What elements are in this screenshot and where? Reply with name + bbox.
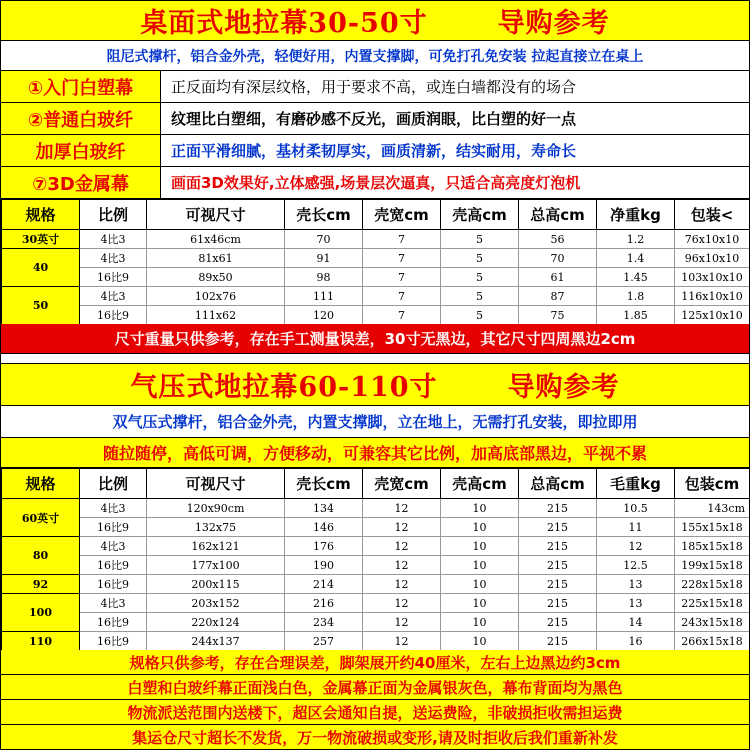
- desktop-screen-intro-text: 阻尼式撑杆，铝合金外壳，轻便好用，内置支撑脚，可免打孔免安装 拉起直接立在桌上: [106, 48, 644, 65]
- desktop-screen-title-banner: [1, 1, 749, 41]
- col-header-visible-size: 可视尺寸: [147, 469, 285, 499]
- cell-total-height: 56: [519, 230, 597, 249]
- cell-case-height: 10: [441, 556, 519, 575]
- cell-case-width: 7: [363, 249, 441, 268]
- col-header-visible-size: 可视尺寸: [147, 200, 285, 230]
- cell-case-width: 12: [363, 537, 441, 556]
- cell-case-height: 10: [441, 632, 519, 651]
- desktop-screen-guide-label: 导购参考: [497, 8, 610, 39]
- cell-total-height: 215: [519, 537, 597, 556]
- cell-weight: 1.8: [597, 287, 675, 306]
- cell-total-height: 215: [519, 632, 597, 651]
- cell-total-height: 87: [519, 287, 597, 306]
- cell-ratio: 16比9: [80, 575, 147, 594]
- cell-case-width: 7: [363, 287, 441, 306]
- cell-package: 228x15x18: [675, 575, 750, 594]
- cell-total-height: 215: [519, 575, 597, 594]
- floor-note-4-text: 集运仓尺寸超长不发货，万一物流破损或变形,请及时拒收后我们重新补发: [132, 728, 618, 747]
- floor-screen-intro: [1, 406, 749, 438]
- table-row: [2, 499, 750, 518]
- floor-note-3: [1, 700, 749, 725]
- cell-case-length: 98: [285, 268, 363, 287]
- cell-visible-size: 200x115: [147, 575, 285, 594]
- cell-package: 199x15x18: [675, 556, 750, 575]
- table-row: [2, 594, 750, 613]
- cell-total-height: 75: [519, 306, 597, 325]
- cell-total-height: 215: [519, 518, 597, 537]
- table-row: [2, 575, 750, 594]
- cell-total-height: 61: [519, 268, 597, 287]
- cell-weight: 16: [597, 632, 675, 651]
- col-header-case-length: 壳长cm: [285, 469, 363, 499]
- cell-case-length: 111: [285, 287, 363, 306]
- cell-ratio: 16比9: [80, 518, 147, 537]
- cell-ratio: 16比9: [80, 306, 147, 325]
- cell-visible-size: 81x61: [147, 249, 285, 268]
- cell-weight: 1.45: [597, 268, 675, 287]
- size-group-50: 50: [2, 287, 80, 325]
- floor-table-header: [2, 469, 750, 499]
- desktop-screen-note: [1, 324, 749, 354]
- material-label-2: ②普通白玻纤: [1, 103, 161, 134]
- floor-note-4: [1, 725, 749, 749]
- section-divider: [1, 354, 749, 364]
- size-group-110: 110: [2, 632, 80, 651]
- cell-package: 266x15x18: [675, 632, 750, 651]
- size-group-92: 92: [2, 575, 80, 594]
- size-group-30: 30英寸: [2, 230, 80, 249]
- cell-case-length: 216: [285, 594, 363, 613]
- floor-note-1-text: 规格只供参考，存在合理误差，脚架展开约40厘米，左右上边黑边约3cm: [129, 653, 621, 672]
- cell-case-length: 91: [285, 249, 363, 268]
- cell-weight: 12: [597, 537, 675, 556]
- floor-screen-feature-text: 随拉随停，高低可调，方便移动，可兼容其它比例，加高底部黑边，平视不累: [102, 444, 647, 463]
- cell-ratio: 4比3: [80, 537, 147, 556]
- cell-case-height: 10: [441, 518, 519, 537]
- material-label-3: 加厚白玻纤: [1, 135, 161, 166]
- table-row: [2, 632, 750, 651]
- cell-package: 143cm: [675, 499, 750, 518]
- floor-note-2-text: 白塑和白玻纤幕正面浅白色，金属幕正面为金属银灰色，幕布背面均为黑色: [127, 678, 623, 697]
- col-header-case-height: 壳高cm: [441, 469, 519, 499]
- cell-visible-size: 244x137: [147, 632, 285, 651]
- floor-spec-table: [1, 468, 750, 651]
- table-row: [2, 268, 750, 287]
- floor-note-1: [1, 650, 749, 675]
- cell-visible-size: 220x124: [147, 613, 285, 632]
- col-header-package: 包装<: [675, 200, 750, 230]
- cell-case-length: 120: [285, 306, 363, 325]
- col-header-total-height: 总高cm: [519, 469, 597, 499]
- size-group-40: 40: [2, 249, 80, 287]
- cell-weight: 1.2: [597, 230, 675, 249]
- table-row: [2, 518, 750, 537]
- cell-case-height: 10: [441, 594, 519, 613]
- cell-ratio: 16比9: [80, 632, 147, 651]
- cell-ratio: 4比3: [80, 287, 147, 306]
- cell-case-height: 10: [441, 613, 519, 632]
- col-header-spec: 规格: [2, 200, 80, 230]
- col-header-case-length: 壳长cm: [285, 200, 363, 230]
- cell-visible-size: 120x90cm: [147, 499, 285, 518]
- table-row: [2, 306, 750, 325]
- col-header-case-height: 壳高cm: [441, 200, 519, 230]
- floor-note-3-text: 物流派送范围内送楼下，超区会通知自提，送运费险，非破损拒收需担运费: [127, 703, 623, 722]
- cell-visible-size: 162x121: [147, 537, 285, 556]
- col-header-ratio: 比例: [80, 469, 147, 499]
- col-header-total-height: 总高cm: [519, 200, 597, 230]
- desktop-screen-title: 桌面式地拉幕30-50寸: [140, 8, 428, 39]
- material-desc-1: 正反面均有深层纹格，用于要求不高，或连白墙都没有的场合: [171, 78, 577, 96]
- cell-weight: 1.85: [597, 306, 675, 325]
- col-header-weight: 净重kg: [597, 200, 675, 230]
- col-header-case-width: 壳宽cm: [363, 469, 441, 499]
- cell-ratio: 16比9: [80, 556, 147, 575]
- cell-weight: 11: [597, 518, 675, 537]
- cell-case-width: 12: [363, 499, 441, 518]
- desktop-table-header: [2, 200, 750, 230]
- size-group-100: 100: [2, 594, 80, 632]
- cell-visible-size: 203x152: [147, 594, 285, 613]
- cell-ratio: 4比3: [80, 230, 147, 249]
- cell-case-height: 5: [441, 230, 519, 249]
- cell-case-length: 190: [285, 556, 363, 575]
- cell-weight: 14: [597, 613, 675, 632]
- floor-screen-feature: [1, 438, 749, 468]
- material-desc-3: 正面平滑细腻，基材柔韧厚实，画质清新，结实耐用，寿命长: [171, 142, 577, 160]
- cell-case-width: 7: [363, 306, 441, 325]
- cell-package: 96x10x10: [675, 249, 750, 268]
- floor-note-2: [1, 675, 749, 700]
- cell-case-height: 5: [441, 287, 519, 306]
- material-row-2: [1, 103, 749, 135]
- material-desc-2: 纹理比白塑细，有磨砂感不反光，画质润眼，比白塑的好一点: [171, 110, 577, 128]
- cell-package: 116x10x10: [675, 287, 750, 306]
- cell-weight: 1.4: [597, 249, 675, 268]
- material-label-1: ①入门白塑幕: [1, 71, 161, 102]
- cell-weight: 13: [597, 575, 675, 594]
- cell-case-height: 5: [441, 249, 519, 268]
- cell-visible-size: 102x76: [147, 287, 285, 306]
- cell-case-length: 146: [285, 518, 363, 537]
- cell-package: 103x10x10: [675, 268, 750, 287]
- col-header-ratio: 比例: [80, 200, 147, 230]
- cell-total-height: 70: [519, 249, 597, 268]
- cell-package: 243x15x18: [675, 613, 750, 632]
- cell-ratio: 16比9: [80, 613, 147, 632]
- size-group-60: 60英寸: [2, 499, 80, 537]
- cell-weight: 13: [597, 594, 675, 613]
- cell-case-height: 10: [441, 499, 519, 518]
- cell-ratio: 4比3: [80, 499, 147, 518]
- floor-screen-intro-text: 双气压式撑杆，铝合金外壳，内置支撑脚，立在地上，无需打孔安装，即拉即用: [112, 413, 638, 431]
- material-row-3: [1, 135, 749, 167]
- cell-package: 76x10x10: [675, 230, 750, 249]
- desktop-spec-table: [1, 199, 750, 325]
- cell-case-width: 12: [363, 556, 441, 575]
- table-row: [2, 249, 750, 268]
- cell-case-length: 214: [285, 575, 363, 594]
- floor-screen-title: 气压式地拉幕60-110寸: [130, 372, 438, 403]
- cell-case-width: 12: [363, 632, 441, 651]
- cell-total-height: 215: [519, 556, 597, 575]
- size-group-80: 80: [2, 537, 80, 575]
- cell-case-width: 7: [363, 230, 441, 249]
- cell-case-width: 12: [363, 575, 441, 594]
- cell-total-height: 215: [519, 594, 597, 613]
- cell-weight: 10.5: [597, 499, 675, 518]
- table-row: [2, 613, 750, 632]
- cell-package: 225x15x18: [675, 594, 750, 613]
- material-label-4: ⑦3D金属幕: [1, 167, 161, 198]
- cell-case-height: 10: [441, 575, 519, 594]
- cell-visible-size: 89x50: [147, 268, 285, 287]
- table-row: [2, 556, 750, 575]
- col-header-case-width: 壳宽cm: [363, 200, 441, 230]
- cell-package: 155x15x18: [675, 518, 750, 537]
- desktop-screen-intro: [1, 41, 749, 71]
- cell-visible-size: 111x62: [147, 306, 285, 325]
- floor-screen-title-banner: [1, 364, 749, 406]
- col-header-package: 包装cm: [675, 469, 750, 499]
- cell-ratio: 4比3: [80, 594, 147, 613]
- cell-case-width: 12: [363, 594, 441, 613]
- cell-case-length: 234: [285, 613, 363, 632]
- cell-case-width: 12: [363, 518, 441, 537]
- table-row: [2, 230, 750, 249]
- cell-case-width: 12: [363, 613, 441, 632]
- cell-case-height: 5: [441, 268, 519, 287]
- cell-visible-size: 61x46cm: [147, 230, 285, 249]
- cell-visible-size: 177x100: [147, 556, 285, 575]
- material-desc-4: 画面3D效果好,立体感强,场景层次逼真，只适合高亮度灯泡机: [171, 174, 581, 192]
- cell-case-length: 176: [285, 537, 363, 556]
- desktop-screen-note-text: 尺寸重量只供参考，存在手工测量误差，30寸无黑边，其它尺寸四周黑边2cm: [114, 330, 636, 348]
- cell-case-length: 70: [285, 230, 363, 249]
- cell-case-length: 134: [285, 499, 363, 518]
- cell-total-height: 215: [519, 499, 597, 518]
- cell-ratio: 4比3: [80, 249, 147, 268]
- cell-case-length: 257: [285, 632, 363, 651]
- cell-weight: 12.5: [597, 556, 675, 575]
- cell-ratio: 16比9: [80, 268, 147, 287]
- cell-case-width: 7: [363, 268, 441, 287]
- cell-package: 125x10x10: [675, 306, 750, 325]
- col-header-spec: 规格: [2, 469, 80, 499]
- col-header-gross-weight: 毛重kg: [597, 469, 675, 499]
- cell-case-height: 5: [441, 306, 519, 325]
- table-row: [2, 287, 750, 306]
- material-row-1: [1, 71, 749, 103]
- floor-screen-guide-label: 导购参考: [507, 372, 620, 403]
- cell-total-height: 215: [519, 613, 597, 632]
- material-row-4: [1, 167, 749, 199]
- cell-package: 185x15x18: [675, 537, 750, 556]
- table-row: [2, 537, 750, 556]
- cell-visible-size: 132x75: [147, 518, 285, 537]
- cell-case-height: 10: [441, 537, 519, 556]
